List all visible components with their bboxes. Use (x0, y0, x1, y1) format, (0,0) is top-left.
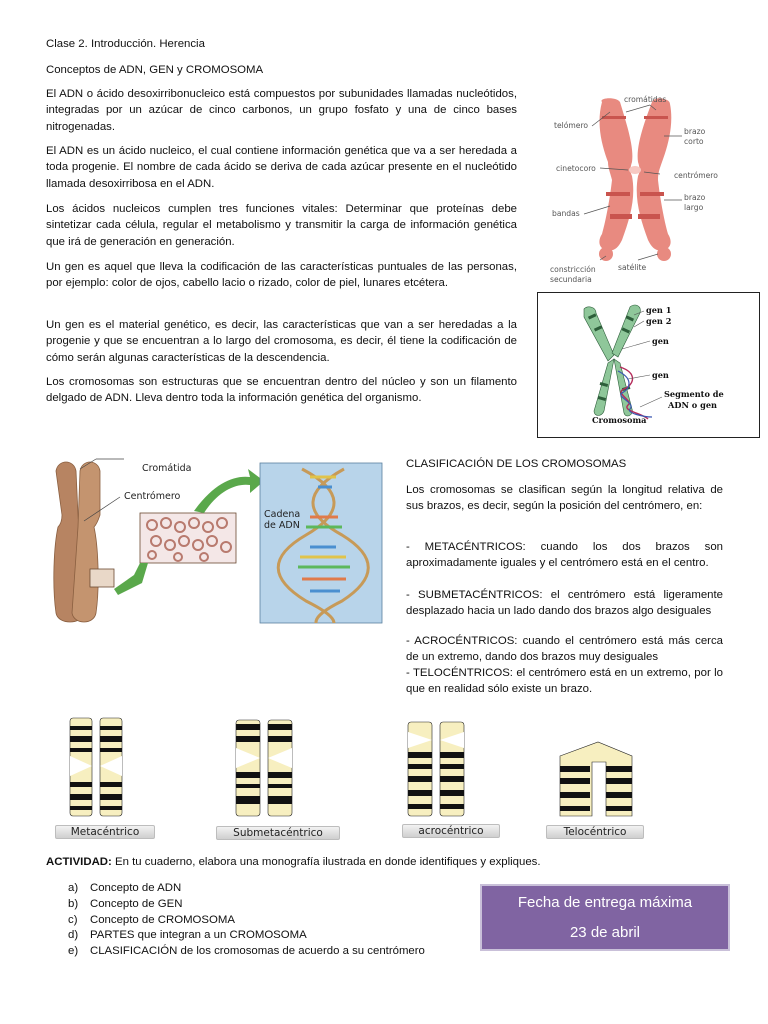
label-constriccion-2: secundaria (550, 275, 592, 284)
list-item: a) Concepto de ADN (68, 882, 182, 894)
label-gen-b: gen (652, 370, 669, 380)
label-cinetocoro: cinetocoro (556, 164, 596, 173)
band (610, 214, 632, 219)
left-chromatid (599, 98, 633, 250)
band (644, 116, 668, 119)
centromere-mark (629, 166, 641, 174)
metacentric-chromosome (70, 718, 122, 816)
deadline-box (480, 884, 730, 951)
classification-title: CLASIFICACIÓN DE LOS CROMOSOMAS (406, 458, 627, 470)
classification-telocentric: - TELOCÉNTRICOS: el centrómero está en un extremo, por lo que en realidad sólo existe un brazo. (406, 667, 723, 695)
label-gen2: gen 2 (646, 316, 672, 326)
label-brazo-largo-2: largo (684, 203, 704, 212)
classification-metacentric: - METACÉNTRICOS: cuando los dos brazos son aproximadamente iguales y el centrómero está en el centro. (406, 541, 723, 569)
paragraph-nucleic-functions: Los ácidos nucleicos cumplen tres funciones vitales: Determinar que proteínas debe sintetizar cada célula, regular el metabolismo y transmitir la carga de información genética que irá de generación en generación. (46, 203, 517, 248)
activity-text: En tu cuaderno, elabora una monografía ilustrada en donde identifiques y expliques. (114, 856, 541, 868)
label-cadena-2: de ADN (264, 520, 300, 531)
deadline-line1: Fecha de entrega máxima (517, 894, 693, 911)
label-brazo-largo-1: brazo (684, 193, 706, 202)
label-centromero-dna: Centrómero (124, 491, 181, 502)
label-brazo-corto-1: brazo (684, 127, 706, 136)
chromosome-parts-figure (540, 88, 762, 288)
paragraph-gene-definition: Un gen es aquel que lleva la codificación de las características puntuales de las personas, por ejemplo: color de ojos, cabello lacio o rizado, color de piel, lunares etcétera. (46, 261, 517, 290)
classification-submetacentric: - SUBMETACÉNTRICOS: el centrómero está ligeramente desplazado hacia un lado dando dos brazos algo desiguales (406, 589, 723, 617)
label-gen-a: gen (652, 336, 669, 346)
label-segmento-1: Segmento de (664, 389, 724, 399)
zoom-box-small (90, 569, 114, 587)
green-arrow-top (194, 469, 264, 513)
label-cadena-1: Cadena (264, 509, 301, 520)
label-cromatidas: cromátidas (624, 95, 667, 104)
label-submetacentrico: Submetacéntrico (216, 826, 340, 840)
list-item: e) CLASIFICACIÓN de los cromosomas de acuerdo a su centrómero (68, 945, 425, 958)
band (602, 116, 626, 119)
green-arrow-bottom (114, 563, 148, 595)
class-title: Clase 2. Introducción. Herencia (46, 38, 205, 50)
label-cromosoma: Cromosoma (592, 415, 647, 425)
paragraph-adn-nucleic-acid: El ADN es un ácido nucleico, el cual contiene información genética que va a ser heredada a toda progenie. El nombre de cada ácido se deriva de cada azúcar presente en el nucleótido llamada desoxirribosa en el ADN. (46, 145, 517, 190)
band (638, 214, 660, 219)
right-chromatid (637, 98, 672, 250)
deadline-line2: 23 de abril (569, 924, 641, 941)
label-centromero: centrómero (674, 171, 718, 180)
label-acrocentrico: acrocéntrico (402, 824, 500, 838)
satellite-right (657, 247, 671, 261)
list-item: c) Concepto de CROMOSOMA (68, 913, 235, 926)
acrocentric-chromosome (408, 722, 464, 816)
label-segmento-2: ADN o gen (668, 400, 717, 410)
band (606, 192, 630, 196)
submetacentric-chromosome (236, 720, 292, 816)
label-satelite: satélite (618, 263, 647, 272)
list-item: d) PARTES que integran a un CROMOSOMA (68, 929, 307, 942)
paragraph-gene-material: Un gen es el material genético, es decir, las características que van a ser heredadas a la progenie y que se encuentran a lo largo del cromosoma, es decir, él tiene la codificación de cómo serán algunas características de la descendencia. (46, 319, 517, 364)
label-brazo-corto-2: corto (684, 137, 704, 146)
activity-line (46, 854, 541, 870)
label-gen1: gen 1 (646, 305, 672, 315)
chromosome-dna-figure (44, 455, 384, 630)
list-item: b) Concepto de GEN (68, 897, 183, 910)
gene-figure (538, 293, 759, 437)
label-cromatida: Cromátida (142, 463, 192, 474)
label-telocentrico: Telocéntrico (546, 825, 644, 839)
karyotype-figures (60, 712, 650, 824)
activity-heading: ACTIVIDAD: (46, 856, 112, 868)
classification-intro: Los cromosomas se clasifican según la longitud relativa de sus brazos, es decir, según la posición del centrómero, en: (406, 484, 723, 512)
band (640, 192, 664, 196)
paragraph-adn-definition: El ADN o ácido desoxirribonucleico está compuestos por subunidades llamadas nucleótidos, integradas por un azúcar de cinco carbonos, un grupo fosfato y una de cinco bases nitrogenadas. (46, 88, 517, 133)
classification-acrocentric: - ACROCÉNTRICOS: cuando el centrómero está más cerca de un extremo, dando dos brazos muy desiguales (406, 635, 723, 663)
label-metacentrico: Metacéntrico (55, 825, 155, 839)
activity-list (68, 881, 425, 960)
telocentric-chromosome (560, 742, 632, 816)
paragraph-chromosome: Los cromosomas son estructuras que se encuentran dentro del núcleo y son un filamento delgado de ADN. Lleva dentro toda la información genética del organismo. (46, 376, 517, 405)
label-telomero: telómero (554, 121, 589, 130)
label-constriccion-1: constricción (550, 265, 596, 274)
section-title: Conceptos de ADN, GEN y CROMOSOMA (46, 64, 264, 76)
label-bandas: bandas (552, 209, 580, 218)
